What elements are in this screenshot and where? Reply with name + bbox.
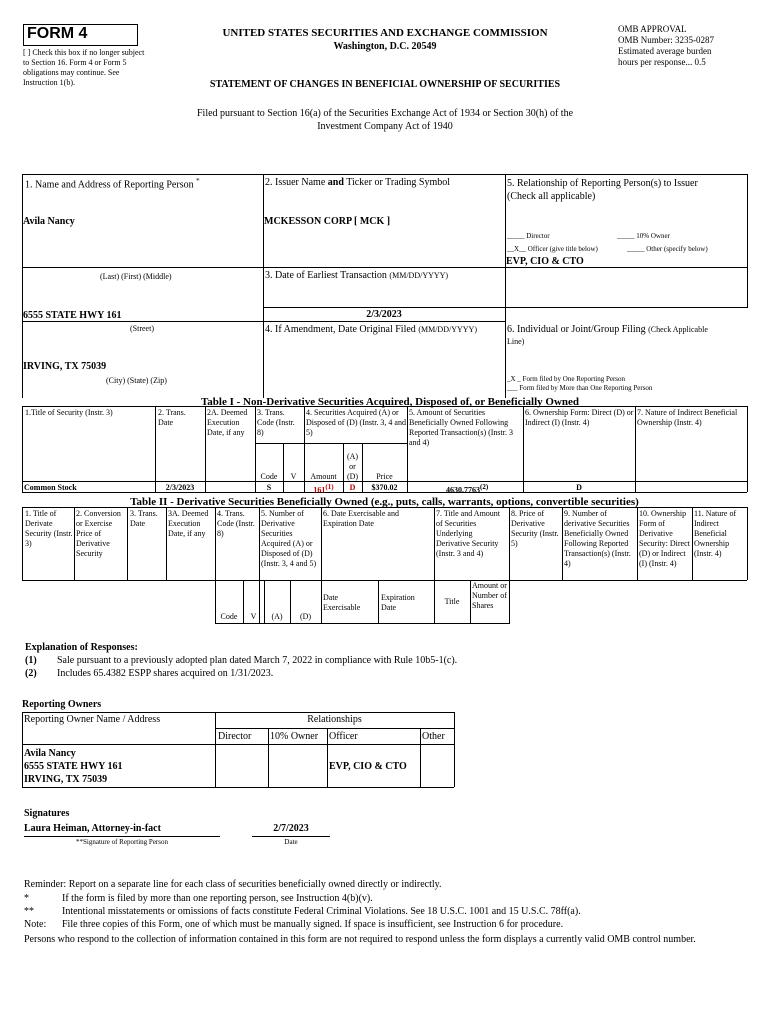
explanation-item-2 [25,668,274,679]
statement-title: STATEMENT OF CHANGES IN BENEFICIAL OWNERSHIP OF SECURITIES [209,79,561,90]
footnote-double-star-text: Intentional misstatements or omissions of facts constitute Federal Criminal Violations. See 18 U.S.C. 1001 and 15 U.S.C. 78ff(a). [62,906,581,917]
t1-col-ownership-form: 6. Ownership Form: Direct (D) or Indirect (I) (Instr. 4) [525,408,634,427]
signer-name: Laura Heiman, Attorney-in-fact [24,823,161,834]
officer-option[interactable]: __X__ Officer (give title below) [507,245,598,253]
t1-sub-price: Price [376,472,393,481]
t2-col-ownership-form: 10. Ownership Form of Derivative Security: Direct (D) or Indirect (I) (Instr. 4) [639,509,690,568]
footnote-note-text: File three copies of this Form, one of which must be manually signed. If space is insufficient, see Instruction 6 for procedure. [62,919,564,930]
box4-label-format: (MM/DD/YYYY) [418,325,477,334]
agency-name: UNITED STATES SECURITIES AND EXCHANGE COMMISSION [222,27,548,39]
street-hint: (Street) [130,324,154,333]
explanation-item-1 [25,655,458,666]
reporting-owners-heading: Reporting Owners [22,699,102,710]
t1-row-a-or-d: D [349,483,356,492]
t1-row-amount [304,483,343,495]
t2-sub-date-exercisable: Date Exercisable [323,593,361,612]
explanation-item-1-num: (1) [25,655,37,666]
t2-col-deemed: 3A. Deemed Execution Date, if any [168,509,209,538]
t1-row-code: S [266,483,272,492]
t1-sub-amount: Amount [310,472,337,481]
t2-sub-amount: Amount or Number of Shares [472,581,507,610]
t1-row-owned-value: 4630.7763 [446,485,480,495]
owners-col-other: Other [422,731,445,742]
one-reporting-person-option[interactable]: _X _ Form filed by One Reporting Person [507,375,626,383]
t1-row-form: D [576,483,582,492]
omb-control-notice: Persons who respond to the collection of information contained in this form are not required to respond unless the form displays a currently valid OMB control number. [24,934,696,945]
t1-sub-code: Code [260,472,278,481]
box2-label-b: Ticker or Trading Symbol [343,177,451,188]
earliest-transaction-date: 2/3/2023 [366,309,402,320]
agency-city: Washington, D.C. 20549 [333,41,437,52]
owners-col-relationships: Relationships [307,714,362,725]
table1-title: Table I - Non-Derivative Securities Acquired, Disposed of, or Beneficially Owned [200,396,580,408]
t2-col-owned: 9. Number of derivative Securities Beneficially Owned Following Reported Transaction(s) (Instr. 4) [564,509,631,568]
box2-label-and: and [327,177,344,188]
ten-percent-owner-option[interactable]: _____ 10% Owner [617,232,670,240]
explanation-item-1-text: Sale pursuant to a previously adopted plan dated March 7, 2022 in compliance with Rule 10b5-1(c). [57,655,458,666]
box3-label-text: 3. Date of Earliest Transaction [265,270,387,281]
t2-sub-code: Code [220,612,238,621]
signature-date-caption: Date [284,838,298,846]
t2-col-number: 5. Number of Derivative Securities Acquired (A) or Disposed of (D) (Instr. 3, 4 and 5) [261,509,317,568]
name-parts-hint: (Last) (First) (Middle) [100,272,172,281]
t1-row-owned-footnote[interactable]: (2) [480,483,489,491]
box6-label-text: 6. Individual or Joint/Group Filing [507,324,646,335]
filed-pursuant-line1: Filed pursuant to Section 16(a) of the Securities Exchange Act of 1934 or Section 30(h) of the [196,108,574,119]
signatures-heading: Signatures [24,808,70,819]
box4-label [265,324,477,335]
omb-hours: hours per response... 0.5 [618,57,706,67]
box1-asterisk: * [196,177,200,185]
explanation-item-2-num: (2) [25,668,37,679]
t1-col-nature: 7. Nature of Indirect Beneficial Ownership (Instr. 4) [637,408,738,427]
reporting-person-name: Avila Nancy [23,216,75,227]
box5-label-text: 5. Relationship of Reporting Person(s) to Issuer [507,178,698,189]
t1-col-acquired: 4. Securities Acquired (A) or Disposed of (D) (Instr. 3, 4 and 5) [306,408,406,437]
omb-number: OMB Number: 3235-0287 [618,35,714,45]
t1-col-amount-owned: 5. Amount of Securities Beneficially Owned Following Reported Transaction(s) (Instr. 3 and 4) [409,408,513,447]
box6-label-line: Line) [507,337,525,346]
footnote-single-star-mark: * [24,893,29,904]
t2-col-nature: 11. Nature of Indirect Beneficial Ownership (Instr. 4) [694,509,737,558]
box1-label-text: 1. Name and Address of Reporting Person [25,179,194,191]
t2-sub-d: (D) [299,612,312,621]
explanation-item-2-text: Includes 65.4382 ESPP shares acquired on 1/31/2023. [57,668,274,679]
owners-col-ten-percent: 10% Owner [270,731,319,742]
omb-approval [618,24,758,68]
box6-label [507,324,745,348]
reporting-person-city: IRVING, TX 75039 [23,361,107,372]
t2-col-exercisable: 6. Date Exercisable and Expiration Date [323,509,399,528]
owner-street: 6555 STATE HWY 161 [24,761,123,772]
footnote-note-mark: Note: [24,919,47,930]
owners-col-name: Reporting Owner Name / Address [24,714,161,725]
owners-col-officer: Officer [329,731,358,742]
footnote-double-star-mark: ** [24,906,34,917]
t2-col-price: 8. Price of Derivative Security (Instr. 5) [511,509,559,548]
footnote-note [24,919,744,930]
t2-col-conversion: 2. Conversion or Exercise Price of Derivative Security [76,509,121,558]
footnote-single-star [24,893,744,904]
owner-city: IRVING, TX 75039 [24,774,108,785]
box5-label [507,177,745,203]
owner-name: Avila Nancy [24,748,76,759]
filed-pursuant-line2: Investment Company Act of 1940 [317,121,453,132]
reporting-person-street: 6555 STATE HWY 161 [23,310,122,321]
officer-title: EVP, CIO & CTO [506,256,584,267]
owners-col-director: Director [218,731,252,742]
t1-sub-a-or-d: (A) or (D) [346,452,359,481]
t1-row-amount-footnote[interactable]: (1) [325,483,334,491]
form-title-box [23,24,138,46]
box6-label-check: (Check Applicable [648,325,708,334]
t2-sub-expiration: Expiration Date [381,593,415,612]
box3-label-format: (MM/DD/YYYY) [389,271,449,280]
t1-sub-v: V [290,472,297,481]
t2-col-date: 3. Trans. Date [130,509,158,528]
city-hint: (City) (State) (Zip) [106,376,167,385]
t1-row-security: Common Stock [24,483,77,492]
box2-label-a: 2. Issuer Name [265,177,326,188]
t1-col-date: 2. Trans. Date [158,408,186,427]
t1-col-code: 3. Trans. Code (Instr. 8) [257,408,295,437]
footnote-double-star [24,906,744,917]
box5-label-check: (Check all applicable) [507,191,596,202]
table2-title: Table II - Derivative Securities Beneficially Owned (e.g., puts, calls, warrants, options, convertible securities) [130,496,639,508]
t2-col-code: 4. Trans. Code (Instr. 8) [217,509,255,538]
t2-sub-a: (A) [271,612,283,621]
t1-row-date: 2/3/2023 [165,483,195,492]
explanation-heading: Explanation of Responses: [25,642,138,653]
no-longer-subject-note[interactable]: [ ] Check this box if no longer subject to Section 16. Form 4 or Form 5 obligations may continue. See Instruction 1(b). [23,48,145,87]
owner-address [24,747,122,786]
t2-col-underlying: 7. Title and Amount of Securities Underlying Derivative Security (Instr. 3 and 4) [436,509,501,558]
footnote-single-star-text: If the form is filed by more than one reporting person, see Instruction 4(b)(v). [62,893,373,904]
box2-label [265,177,450,188]
box3-label [265,270,448,281]
signature-caption: **Signature of Reporting Person [76,838,168,846]
other-option[interactable]: _____ Other (specify below) [627,245,708,253]
t2-sub-title: Title [444,597,460,606]
form-title: FORM 4 [27,25,88,42]
signature-date: 2/7/2023 [273,823,309,834]
omb-title: OMB APPROVAL [618,24,687,34]
t1-row-owned [446,483,488,495]
box4-label-text: 4. If Amendment, Date Original Filed [265,324,416,335]
t1-col-title: 1.Title of Security (Instr. 3) [25,408,113,417]
more-than-one-person-option[interactable]: ___ Form filed by More than One Reporting Person [507,384,653,392]
t1-row-amount-value: 161 [313,485,326,495]
t1-row-price: $370.02 [371,483,398,492]
t2-sub-v: V [250,612,257,621]
owner-officer-title: EVP, CIO & CTO [329,761,407,772]
omb-burden: Estimated average burden [618,46,712,56]
reminder-note: Reminder: Report on a separate line for each class of securities beneficially owned directly or indirectly. [24,879,442,890]
t2-col-title: 1. Title of Derivate Security (Instr. 3) [25,509,73,548]
director-option[interactable]: _____ Director [507,232,550,240]
issuer-name: MCKESSON CORP [ MCK ] [264,216,391,227]
t1-col-deemed: 2A. Deemed Execution Date, if any [207,408,248,437]
box1-label [25,177,200,190]
